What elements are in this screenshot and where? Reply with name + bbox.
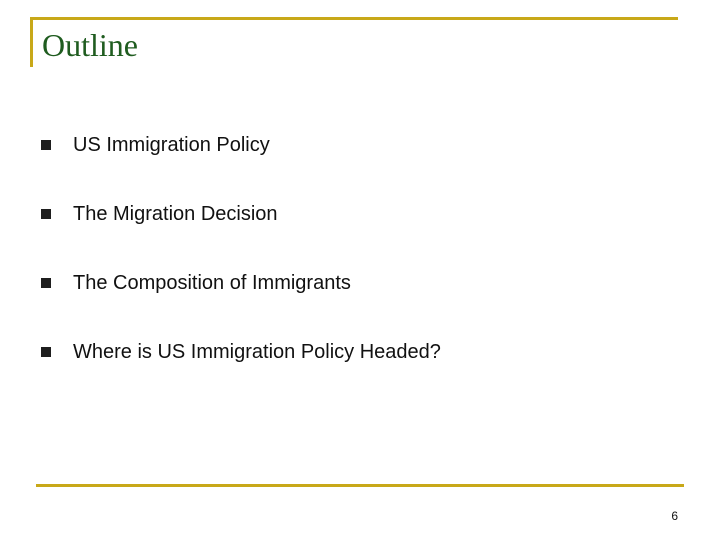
square-bullet-icon	[41, 347, 51, 357]
page-number: 6	[671, 509, 678, 523]
top-rule	[30, 17, 678, 20]
bottom-rule	[36, 484, 684, 487]
bullet-text: The Composition of Immigrants	[73, 272, 351, 294]
bullet-text: US Immigration Policy	[73, 134, 270, 156]
slide-title: Outline	[42, 27, 138, 63]
square-bullet-icon	[41, 278, 51, 288]
title-left-rule	[30, 17, 33, 67]
bullet-text: Where is US Immigration Policy Headed?	[73, 341, 441, 363]
square-bullet-icon	[41, 140, 51, 150]
bullet-text: The Migration Decision	[73, 203, 278, 225]
square-bullet-icon	[41, 209, 51, 219]
